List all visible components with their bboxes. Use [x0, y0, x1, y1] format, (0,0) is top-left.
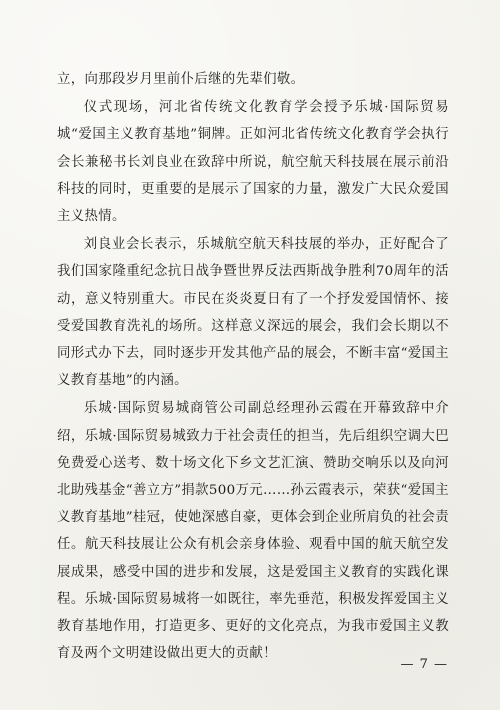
- paragraph-1: 立，向那段岁月里前仆后继的先辈们敬。: [57, 72, 305, 87]
- document-body: [57, 66, 449, 668]
- page-number: — 7 —: [400, 657, 448, 672]
- paragraph-4: 乐城·国际贸易城商管公司副总经理孙云霞在开幕致辞中介绍，乐城·国际贸易城致力于社会责任的担当，先后组织空调大巴免费爱心送考、数十场文化下乡文艺汇演、赞助交响乐以及向河北助残基金“善立方”捐款500万元……孙云霞表示，荣获“爱国主义教育基地”桂冠，使她深感自豪，更体会到企业所肩负的社会责任。航天科技展让公众有机会亲身体验、观看中国的航天航空发展成果，感受中国的进步和发展，这是爱国主义教育的实践化课程。乐城·国际贸易城将一如既往，率先垂范，积极发挥爱国主义教育基地作用，打造更多、更好的文化亮点，为我市爱国主义教育及两个文明建设做出更大的贡献！: [57, 401, 449, 662]
- paragraph-3: 刘良业会长表示，乐城航空航天科技展的举办，正好配合了我们国家隆重纪念抗日战争暨世界反法西斯战争胜利70周年的活动，意义特别重大。市民在炎炎夏日有了一个抒发爱国情怀、接受爱国教育洗礼的场所。这样意义深远的展会，我们会长期以不同形式办下去，同时逐步开发其他产品的展会，不断丰富“爱国主义教育基地”的内涵。: [57, 237, 449, 389]
- paragraph-2: 仪式现场，河北省传统文化教育学会授予乐城·国际贸易城“爱国主义教育基地”铜牌。正如河北省传统文化教育学会执行会长兼秘书长刘良业在致辞中所说，航空航天科技展在展示前沿科技的同时，更重要的是展示了国家的力量，激发广大民众爱国主义热情。: [57, 100, 449, 225]
